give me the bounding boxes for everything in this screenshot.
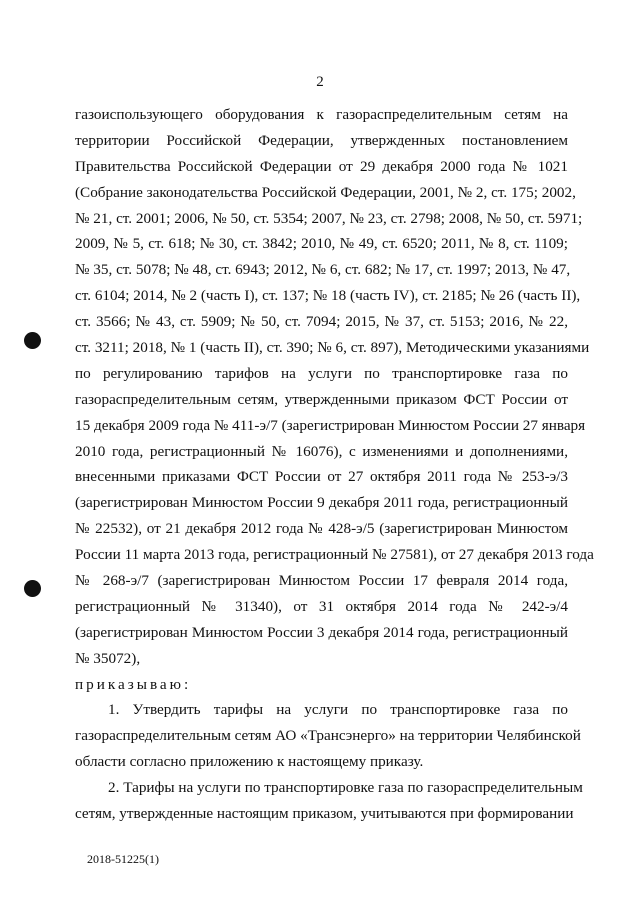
text-line: № 21, ст. 2001; 2006, № 50, ст. 5354; 2007, № 23, ст. 2798; 2008, № 50, ст. 5971; [75, 209, 583, 227]
punch-hole-bottom [24, 580, 41, 597]
text-line: 15 декабря 2009 года № 411-э/7 (зарегистрирован Минюстом России 27 января [75, 416, 586, 434]
text-line: области согласно приложению к настоящему приказу. [75, 753, 424, 771]
document-body [75, 102, 594, 827]
text-line: 2010 года, регистрационный № 16076), с изменениями и дополнениями, [75, 442, 568, 460]
text-line: № 22532), от 21 декабря 2012 года № 428-э/5 (зарегистрирован Минюстом [75, 520, 568, 538]
text-line: газоиспользующего оборудования к газораспределительным сетям на [75, 106, 568, 123]
text-line: России 11 марта 2013 года, регистрационный № 27581), от 27 декабря 2013 года [75, 546, 594, 564]
text-line: (зарегистрирован Минюстом России 9 декабря 2011 года, регистрационный [75, 494, 568, 512]
text-line: сетям, утвержденные настоящим приказом, учитываются при формировании [75, 805, 574, 823]
text-line: внесенными приказами ФСТ России от 27 октября 2011 года № 253-э/3 [75, 468, 568, 486]
text-line: № 35, ст. 5078; № 48, ст. 6943; 2012, № 6, ст. 682; № 17, ст. 1997; 2013, № 47, [75, 261, 571, 279]
text-line: по регулированию тарифов на услуги по транспортировке газа по [75, 364, 568, 382]
text-line: 2. Тарифы на услуги по транспортировке газа по газораспределительным [108, 779, 583, 797]
punch-hole-top [24, 332, 41, 349]
footer-code: 2018-51225(1) [87, 852, 159, 866]
text-line: ст. 3211; 2018, № 1 (часть II), ст. 390; № 6, ст. 897), Методическими указаниями [75, 339, 590, 357]
text-line: регистрационный № 31340), от 31 октября 2014 года № 242-э/4 [75, 597, 568, 615]
text-line: газораспределительным сетям, утвержденными приказом ФСТ России от [75, 390, 568, 408]
text-line: (зарегистрирован Минюстом России 3 декабря 2014 года, регистрационный [75, 623, 568, 641]
text-line: 2009, № 5, ст. 618; № 30, ст. 3842; 2010, № 49, ст. 6520; 2011, № 8, ст. 1109; [75, 235, 568, 253]
text-line: газораспределительным сетям АО «Трансэнерго» на территории Челябинской [75, 727, 581, 745]
text-line: № 268-э/7 (зарегистрирован Минюстом России 17 февраля 2014 года, [75, 572, 568, 590]
text-line: ст. 3566; № 43, ст. 5909; № 50, ст. 7094; 2015, № 37, ст. 5153; 2016, № 22, [75, 313, 568, 331]
text-line: ст. 6104; 2014, № 2 (часть I), ст. 137; № 18 (часть IV), ст. 2185; № 26 (часть II), [75, 287, 581, 305]
text-line: 1. Утвердить тарифы на услуги по транспортировке газа по [108, 701, 568, 719]
text-line: Правительства Российской Федерации от 29 декабря 2000 года № 1021 [75, 157, 568, 175]
text-line: территории Российской Федерации, утвержденных постановлением [75, 131, 568, 149]
text-line: № 35072), [75, 649, 141, 667]
page-number: 2 [316, 74, 324, 90]
text-line: (Собрание законодательства Российской Федерации, 2001, № 2, ст. 175; 2002, [75, 183, 576, 201]
text-line: приказываю: [75, 675, 192, 693]
